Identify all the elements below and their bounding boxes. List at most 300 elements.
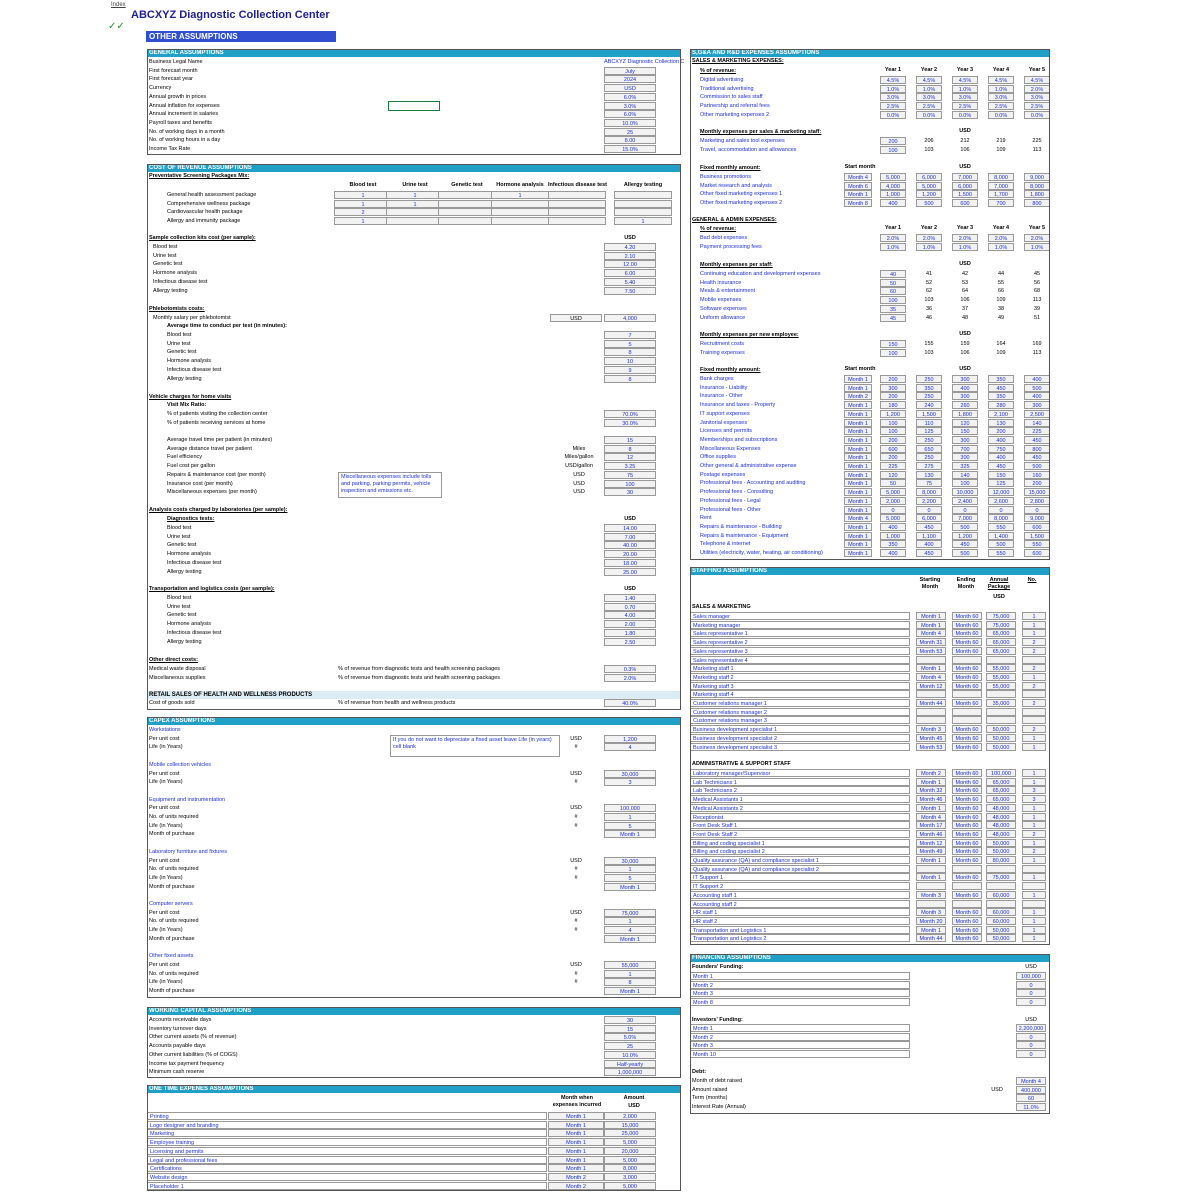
staff-package-input[interactable]: 65,000 (986, 786, 1016, 794)
staff-count-input[interactable]: 2 (1022, 647, 1046, 655)
onetime-month-input[interactable]: Month 2 (548, 1173, 604, 1181)
staff-role[interactable]: Marketing staff 2 (690, 673, 910, 681)
staff-end-input[interactable]: Month 60 (952, 795, 982, 803)
staff-end-input[interactable]: Month 60 (952, 629, 982, 637)
staff-package-input[interactable]: 100,000 (986, 769, 1016, 777)
ga-fixed-input[interactable]: 350 (916, 384, 942, 392)
sm-fixed-input[interactable]: 1,800 (1024, 190, 1050, 198)
staff-role[interactable]: Medical Assistants 2 (690, 804, 910, 812)
ga-fixed-start[interactable]: Month 1 (844, 479, 872, 487)
ga-fixed-input[interactable]: 100 (952, 479, 978, 487)
sm-pct-input[interactable]: 4.5% (952, 76, 978, 84)
ga-fixed-input[interactable]: 1,200 (952, 532, 978, 540)
staff-package-input[interactable]: 65,000 (986, 778, 1016, 786)
staff-package-input[interactable]: 65,000 (986, 647, 1016, 655)
staff-end-input[interactable]: Month 60 (952, 873, 982, 881)
staff-role[interactable]: Accounting staff 2 (690, 900, 910, 908)
sm-fixed-input[interactable]: 500 (916, 199, 942, 207)
ga-fixed-input[interactable]: 1,000 (880, 532, 906, 540)
staff-package-input[interactable]: 60,000 (986, 891, 1016, 899)
staff-count-input[interactable]: 3 (1022, 786, 1046, 794)
staff-count-input[interactable]: 1 (1022, 934, 1046, 942)
onetime-month-input[interactable]: Month 1 (548, 1121, 604, 1129)
investors-amount[interactable]: 0 (1016, 1033, 1046, 1041)
ga-fixed-start[interactable]: Month 1 (844, 540, 872, 548)
ga-fixed-input[interactable]: 400 (1024, 375, 1050, 383)
staff-package-input[interactable]: 75,000 (986, 612, 1016, 620)
sm-pct-input[interactable]: 3.0% (988, 93, 1014, 101)
staff-package-input[interactable]: 80,000 (986, 856, 1016, 864)
capex-input[interactable]: 1 (604, 917, 656, 925)
ga-fixed-input[interactable]: 1,200 (880, 410, 906, 418)
staff-role[interactable]: Billing and coding specialist 1 (690, 839, 910, 847)
ga-fixed-input[interactable]: 400 (916, 540, 942, 548)
staff-start-input[interactable]: Month 1 (916, 778, 946, 786)
staff-package-input[interactable]: 50,000 (986, 926, 1016, 934)
staff-role[interactable]: Customer relations manager 3 (690, 716, 910, 724)
ga-fixed-input[interactable]: 500 (988, 540, 1014, 548)
ga-fixed-start[interactable]: Month 1 (844, 453, 872, 461)
capex-input[interactable]: Month 1 (604, 935, 656, 943)
staff-end-input[interactable]: Month 60 (952, 638, 982, 646)
kit-cost-input[interactable]: 5.40 (604, 278, 656, 286)
ga-fixed-input[interactable]: 650 (916, 445, 942, 453)
staff-start-input[interactable]: Month 1 (916, 664, 946, 672)
onetime-item[interactable]: Legal and professional fees (147, 1156, 547, 1164)
ga-fixed-start[interactable]: Month 1 (844, 488, 872, 496)
staff-role[interactable]: Marketing staff 4 (690, 690, 910, 698)
wc-input[interactable]: 10.0% (604, 1051, 656, 1059)
staff-end-input[interactable]: Month 60 (952, 621, 982, 629)
founders-month[interactable]: Month 3 (690, 989, 910, 997)
sm-pct-input[interactable]: 2.5% (988, 102, 1014, 110)
staff-start-input[interactable]: Month 32 (916, 786, 946, 794)
sm-pct-input[interactable]: 3.0% (952, 93, 978, 101)
phleb-salary-input[interactable]: 4,000 (604, 314, 656, 322)
ga-fixed-input[interactable]: 160 (1024, 471, 1050, 479)
lab-cost-input[interactable]: 20.00 (604, 550, 656, 558)
staff-end-input[interactable]: Month 60 (952, 725, 982, 733)
sm-fixed-input[interactable]: 600 (952, 199, 978, 207)
staff-role[interactable]: Laboratory manager/Supervisor (690, 769, 910, 777)
staff-end-input[interactable]: Month 60 (952, 804, 982, 812)
founders-amount[interactable]: 0 (1016, 981, 1046, 989)
sm-pct-input[interactable]: 1.0% (916, 85, 942, 93)
capex-input[interactable]: Month 1 (604, 883, 656, 891)
sm-fixed-input[interactable]: 8,000 (1024, 182, 1050, 190)
ga-fixed-input[interactable]: 500 (952, 523, 978, 531)
ga-fixed-input[interactable]: 300 (952, 436, 978, 444)
staff-count-input[interactable]: 1 (1022, 621, 1046, 629)
ga-fixed-input[interactable]: 250 (916, 453, 942, 461)
sm-fixed-input[interactable]: 5,000 (880, 173, 906, 181)
ga-fixed-input[interactable]: 500 (952, 549, 978, 557)
staff-start-input[interactable]: Month 3 (916, 725, 946, 733)
ga-fixed-input[interactable]: 350 (988, 392, 1014, 400)
general-input[interactable]: 3.0% (604, 102, 656, 110)
staff-end-input[interactable]: Month 60 (952, 778, 982, 786)
ga-fixed-input[interactable]: 275 (916, 462, 942, 470)
sm-pct-input[interactable]: 3.0% (880, 93, 906, 101)
staff-package-input[interactable]: 48,000 (986, 804, 1016, 812)
ga-fixed-start[interactable]: Month 1 (844, 497, 872, 505)
ga-fixed-input[interactable]: 2,800 (1024, 497, 1050, 505)
ga-fixed-input[interactable]: 260 (952, 401, 978, 409)
sm-fixed-start[interactable]: Month 1 (844, 190, 872, 198)
vehicle-input[interactable]: 15 (604, 436, 656, 444)
general-input[interactable]: 6.0% (604, 93, 656, 101)
ga-fixed-input[interactable]: 225 (1024, 427, 1050, 435)
onetime-month-input[interactable]: Month 1 (548, 1129, 604, 1137)
capex-input[interactable]: 30,000 (604, 770, 656, 778)
sm-pct-input[interactable]: 0.0% (988, 111, 1014, 119)
onetime-item[interactable]: Employee training (147, 1138, 547, 1146)
transport-cost-input[interactable]: 1.40 (604, 594, 656, 602)
staff-start-input[interactable]: Month 3 (916, 891, 946, 899)
staff-end-input[interactable]: Month 60 (952, 734, 982, 742)
ga-fixed-input[interactable]: 150 (988, 471, 1014, 479)
staff-end-input[interactable]: Month 60 (952, 699, 982, 707)
sm-fixed-input[interactable]: 800 (1024, 199, 1050, 207)
transport-cost-input[interactable]: 2.00 (604, 620, 656, 628)
ga-fixed-input[interactable]: 800 (1024, 445, 1050, 453)
retail-cogs-input[interactable]: 40.0% (604, 699, 656, 707)
sm-fixed-input[interactable]: 9,000 (1024, 173, 1050, 181)
investors-amount[interactable]: 0 (1016, 1050, 1046, 1058)
ga-fixed-input[interactable]: 180 (880, 401, 906, 409)
sm-pct-input[interactable]: 3.0% (1024, 93, 1050, 101)
staff-end-input[interactable]: Month 60 (952, 856, 982, 864)
ga-fixed-input[interactable]: 400 (1024, 392, 1050, 400)
sm-staff-y1[interactable]: 100 (880, 146, 906, 154)
onetime-amount-input[interactable]: 20,000 (604, 1147, 656, 1155)
ga-fixed-input[interactable]: 7,000 (952, 514, 978, 522)
ga-fixed-input[interactable]: 450 (916, 549, 942, 557)
staff-start-input[interactable]: Month 1 (916, 873, 946, 881)
wc-input[interactable]: 25 (604, 1042, 656, 1050)
capex-input[interactable]: Month 1 (604, 987, 656, 995)
phleb-currency[interactable]: USD (550, 314, 602, 322)
sm-fixed-input[interactable]: 1,500 (952, 190, 978, 198)
kit-cost-input[interactable]: 7.50 (604, 287, 656, 295)
ga-fixed-start[interactable]: Month 1 (844, 427, 872, 435)
ga-fixed-input[interactable]: 400 (952, 384, 978, 392)
staff-role[interactable]: Sales representative 3 (690, 647, 910, 655)
ga-fixed-input[interactable]: 280 (988, 401, 1014, 409)
onetime-item[interactable]: Certifications (147, 1164, 547, 1172)
ga-fixed-input[interactable]: 125 (916, 427, 942, 435)
capex-input[interactable]: 5 (604, 874, 656, 882)
staff-role[interactable]: Transportation and Logistics 1 (690, 926, 910, 934)
ga-fixed-start[interactable]: Month 1 (844, 419, 872, 427)
ga-fixed-input[interactable]: 0 (916, 506, 942, 514)
staff-count-input[interactable]: 2 (1022, 725, 1046, 733)
ga-fixed-input[interactable]: 325 (952, 462, 978, 470)
lab-cost-input[interactable]: 25.00 (604, 568, 656, 576)
ga-fixed-input[interactable]: 550 (988, 549, 1014, 557)
staff-role[interactable]: Receptionist (690, 813, 910, 821)
onetime-amount-input[interactable]: 3,000 (604, 1173, 656, 1181)
investors-amount[interactable]: 0 (1016, 1041, 1046, 1049)
staff-package-input[interactable]: 75,000 (986, 621, 1016, 629)
staff-role[interactable]: Transportation and Logistics 2 (690, 934, 910, 942)
general-input[interactable]: July (604, 67, 656, 75)
ga-fixed-input[interactable]: 450 (1024, 453, 1050, 461)
staff-role[interactable]: Marketing staff 1 (690, 664, 910, 672)
visit-mix-input[interactable]: 30.0% (604, 419, 656, 427)
staff-start-input[interactable]: Month 44 (916, 699, 946, 707)
general-input[interactable]: 10.0% (604, 119, 656, 127)
sm-pct-input[interactable]: 1.0% (880, 85, 906, 93)
package-mix-cell[interactable]: 1 (491, 191, 549, 199)
capex-input[interactable]: 1 (604, 970, 656, 978)
sm-fixed-input[interactable]: 5,000 (916, 182, 942, 190)
onetime-amount-input[interactable]: 8,000 (604, 1164, 656, 1172)
ga-fixed-input[interactable]: 1,500 (916, 410, 942, 418)
staff-package-input[interactable]: 50,000 (986, 847, 1016, 855)
investors-month[interactable]: Month 10 (690, 1050, 910, 1058)
staff-start-input[interactable]: Month 17 (916, 821, 946, 829)
capex-input[interactable]: 3 (604, 778, 656, 786)
sm-pct-input[interactable]: 2.5% (952, 102, 978, 110)
staff-role[interactable]: Sales manager (690, 612, 910, 620)
staff-role[interactable]: Sales representative 1 (690, 629, 910, 637)
ga-fixed-input[interactable]: 75 (916, 479, 942, 487)
staff-end-input[interactable]: Month 60 (952, 926, 982, 934)
staff-count-input[interactable]: 1 (1022, 804, 1046, 812)
new-emp-y1[interactable]: 100 (880, 349, 906, 357)
general-input[interactable]: 25 (604, 128, 656, 136)
onetime-month-input[interactable]: Month 1 (548, 1164, 604, 1172)
staff-start-input[interactable]: Month 49 (916, 847, 946, 855)
ga-fixed-input[interactable]: 1,100 (916, 532, 942, 540)
transport-cost-input[interactable]: 4.00 (604, 611, 656, 619)
sm-pct-input[interactable]: 2.5% (1024, 102, 1050, 110)
ga-fixed-start[interactable]: Month 1 (844, 462, 872, 470)
staff-package-input[interactable]: 50,000 (986, 839, 1016, 847)
onetime-item[interactable]: Logo designer and branding (147, 1121, 547, 1129)
ga-fixed-input[interactable]: 550 (1024, 540, 1050, 548)
staff-start-input[interactable]: Month 46 (916, 795, 946, 803)
staff-count-input[interactable]: 1 (1022, 813, 1046, 821)
ga-fixed-input[interactable]: 120 (952, 419, 978, 427)
ga-fixed-input[interactable]: 450 (988, 462, 1014, 470)
avg-time-input[interactable]: 10 (604, 357, 656, 365)
ga-fixed-input[interactable]: 600 (880, 445, 906, 453)
staff-count-input[interactable]: 2 (1022, 664, 1046, 672)
ga-fixed-input[interactable]: 0 (952, 506, 978, 514)
ga-fixed-input[interactable]: 300 (880, 384, 906, 392)
staff-end-input[interactable]: Month 60 (952, 934, 982, 942)
ga-fixed-input[interactable]: 700 (952, 445, 978, 453)
vehicle-input[interactable]: 12 (604, 453, 656, 461)
sm-pct-input[interactable]: 4.5% (916, 76, 942, 84)
onetime-month-input[interactable]: Month 1 (548, 1138, 604, 1146)
staff-end-input[interactable]: Month 60 (952, 917, 982, 925)
ga-pct-input[interactable]: 1.0% (988, 243, 1014, 251)
package-mix-cell[interactable]: 1 (614, 217, 672, 225)
staff-role[interactable]: Sales representative 2 (690, 638, 910, 646)
staff-package-input[interactable]: 55,000 (986, 682, 1016, 690)
sm-pct-input[interactable]: 0.0% (916, 111, 942, 119)
wc-input[interactable]: Half-yearly (604, 1060, 656, 1068)
staff-count-input[interactable]: 1 (1022, 821, 1046, 829)
staff-package-input[interactable]: 48,000 (986, 821, 1016, 829)
sm-fixed-input[interactable]: 400 (880, 199, 906, 207)
per-staff-y1[interactable]: 45 (880, 314, 906, 322)
staff-count-input[interactable]: 1 (1022, 908, 1046, 916)
staff-role[interactable]: Marketing staff 3 (690, 682, 910, 690)
sm-fixed-input[interactable]: 1,200 (916, 190, 942, 198)
sm-pct-input[interactable]: 2.0% (1024, 85, 1050, 93)
ga-fixed-input[interactable]: 750 (988, 445, 1014, 453)
vehicle-input[interactable]: 100 (604, 480, 656, 488)
staff-package-input[interactable]: 50,000 (986, 743, 1016, 751)
avg-time-input[interactable]: 9 (604, 366, 656, 374)
staff-end-input[interactable]: Month 60 (952, 664, 982, 672)
general-input[interactable]: 6.0% (604, 110, 656, 118)
debt-input[interactable]: Month 4 (1016, 1077, 1046, 1085)
sm-fixed-input[interactable]: 4,000 (880, 182, 906, 190)
staff-package-input[interactable]: 60,000 (986, 917, 1016, 925)
onetime-amount-input[interactable]: 5,000 (604, 1182, 656, 1190)
investors-amount[interactable]: 2,200,000 (1016, 1024, 1046, 1032)
staff-count-input[interactable]: 1 (1022, 873, 1046, 881)
onetime-item[interactable]: Placeholder 1 (147, 1182, 547, 1190)
ga-fixed-input[interactable]: 10,000 (952, 488, 978, 496)
sm-pct-input[interactable]: 3.0% (916, 93, 942, 101)
transport-cost-input[interactable]: 0.70 (604, 603, 656, 611)
ga-fixed-input[interactable]: 8,000 (988, 514, 1014, 522)
ga-fixed-input[interactable]: 110 (916, 419, 942, 427)
staff-end-input[interactable]: Month 60 (952, 813, 982, 821)
staff-start-input[interactable]: Month 1 (916, 621, 946, 629)
staff-package-input[interactable]: 55,000 (986, 673, 1016, 681)
sm-fixed-input[interactable]: 7,000 (952, 173, 978, 181)
capex-input[interactable]: 1 (604, 813, 656, 821)
per-staff-y1[interactable]: 35 (880, 305, 906, 313)
onetime-amount-input[interactable]: 25,000 (604, 1129, 656, 1137)
staff-start-input[interactable]: Month 2 (916, 769, 946, 777)
ga-fixed-input[interactable]: 140 (952, 471, 978, 479)
other-direct-input[interactable]: 2.0% (604, 674, 656, 682)
staff-count-input[interactable]: 1 (1022, 743, 1046, 751)
sm-fixed-input[interactable]: 1,000 (880, 190, 906, 198)
investors-month[interactable]: Month 3 (690, 1041, 910, 1049)
ga-fixed-start[interactable]: Month 4 (844, 514, 872, 522)
transport-cost-input[interactable]: 1.80 (604, 629, 656, 637)
general-input[interactable]: USD (604, 84, 656, 92)
sm-pct-input[interactable]: 2.5% (916, 102, 942, 110)
avg-time-input[interactable]: 5 (604, 340, 656, 348)
ga-fixed-input[interactable]: 600 (1024, 549, 1050, 557)
per-staff-y1[interactable]: 40 (880, 270, 906, 278)
staff-role[interactable]: Front Desk Staff 1 (690, 821, 910, 829)
staff-count-input[interactable]: 1 (1022, 769, 1046, 777)
staff-end-input[interactable]: Month 60 (952, 786, 982, 794)
staff-start-input[interactable]: Month 1 (916, 926, 946, 934)
ga-fixed-input[interactable]: 1,400 (988, 532, 1014, 540)
ga-fixed-start[interactable]: Month 2 (844, 392, 872, 400)
ga-fixed-input[interactable]: 350 (880, 540, 906, 548)
ga-fixed-start[interactable]: Month 1 (844, 532, 872, 540)
ga-fixed-input[interactable]: 125 (988, 479, 1014, 487)
kit-cost-input[interactable]: 12.00 (604, 260, 656, 268)
staff-count-input[interactable]: 2 (1022, 638, 1046, 646)
package-mix-cell[interactable]: 1 (334, 191, 392, 199)
staff-end-input[interactable]: Month 60 (952, 891, 982, 899)
ga-fixed-input[interactable]: 250 (916, 392, 942, 400)
kit-cost-input[interactable]: 6.00 (604, 269, 656, 277)
ga-fixed-input[interactable]: 600 (1024, 523, 1050, 531)
capex-input[interactable]: 8 (604, 978, 656, 986)
ga-pct-input[interactable]: 2.0% (1024, 234, 1050, 242)
ga-fixed-input[interactable]: 130 (988, 419, 1014, 427)
sm-fixed-start[interactable]: Month 6 (844, 182, 872, 190)
lab-cost-input[interactable]: 7.00 (604, 533, 656, 541)
index-link[interactable]: Index (111, 2, 126, 8)
ga-fixed-input[interactable]: 9,000 (1024, 514, 1050, 522)
ga-fixed-input[interactable]: 500 (1024, 384, 1050, 392)
staff-end-input[interactable]: Month 60 (952, 612, 982, 620)
staff-role[interactable]: Billing and coding specialist 2 (690, 847, 910, 855)
ga-fixed-start[interactable]: Month 1 (844, 471, 872, 479)
ga-fixed-input[interactable]: 140 (1024, 419, 1050, 427)
staff-count-input[interactable]: 2 (1022, 699, 1046, 707)
onetime-amount-input[interactable]: 2,000 (604, 1112, 656, 1120)
onetime-amount-input[interactable]: 5,000 (604, 1156, 656, 1164)
ga-fixed-input[interactable]: 450 (1024, 436, 1050, 444)
staff-start-input[interactable]: Month 20 (916, 917, 946, 925)
ga-fixed-input[interactable]: 300 (952, 453, 978, 461)
ga-fixed-input[interactable]: 200 (988, 427, 1014, 435)
ga-fixed-input[interactable]: 400 (988, 453, 1014, 461)
capex-input[interactable]: 1,200 (604, 735, 656, 743)
ga-fixed-start[interactable]: Month 1 (844, 445, 872, 453)
ga-fixed-start[interactable]: Month 1 (844, 436, 872, 444)
staff-count-input[interactable]: 1 (1022, 891, 1046, 899)
ga-fixed-start[interactable]: Month 1 (844, 375, 872, 383)
staff-role[interactable]: Business development specialist 3 (690, 743, 910, 751)
capex-input[interactable]: 4 (604, 926, 656, 934)
transport-cost-input[interactable]: 2.50 (604, 638, 656, 646)
avg-time-input[interactable]: 8 (604, 348, 656, 356)
founders-amount[interactable]: 0 (1016, 998, 1046, 1006)
staff-start-input[interactable]: Month 53 (916, 647, 946, 655)
ga-fixed-input[interactable]: 5,000 (880, 488, 906, 496)
staff-package-input[interactable]: 35,000 (986, 699, 1016, 707)
staff-role[interactable]: Sales representative 4 (690, 656, 910, 664)
staff-start-input[interactable]: Month 1 (916, 856, 946, 864)
ga-fixed-start[interactable]: Month 1 (844, 384, 872, 392)
lab-cost-input[interactable]: 40.00 (604, 541, 656, 549)
staff-role[interactable]: Medical Assistants 1 (690, 795, 910, 803)
staff-package-input[interactable]: 48,000 (986, 813, 1016, 821)
sm-fixed-input[interactable]: 700 (988, 199, 1014, 207)
ga-fixed-input[interactable]: 450 (952, 540, 978, 548)
staff-package-input[interactable]: 65,000 (986, 795, 1016, 803)
ga-fixed-input[interactable]: 400 (880, 523, 906, 531)
debt-input[interactable]: 60 (1016, 1094, 1046, 1102)
onetime-month-input[interactable]: Month 1 (548, 1156, 604, 1164)
staff-role[interactable]: Business development specialist 2 (690, 734, 910, 742)
capex-input[interactable]: 1 (604, 865, 656, 873)
ga-pct-input[interactable]: 1.0% (916, 243, 942, 251)
staff-count-input[interactable]: 1 (1022, 839, 1046, 847)
founders-amount[interactable]: 0 (1016, 989, 1046, 997)
ga-pct-input[interactable]: 2.0% (952, 234, 978, 242)
staff-start-input[interactable]: Month 12 (916, 839, 946, 847)
